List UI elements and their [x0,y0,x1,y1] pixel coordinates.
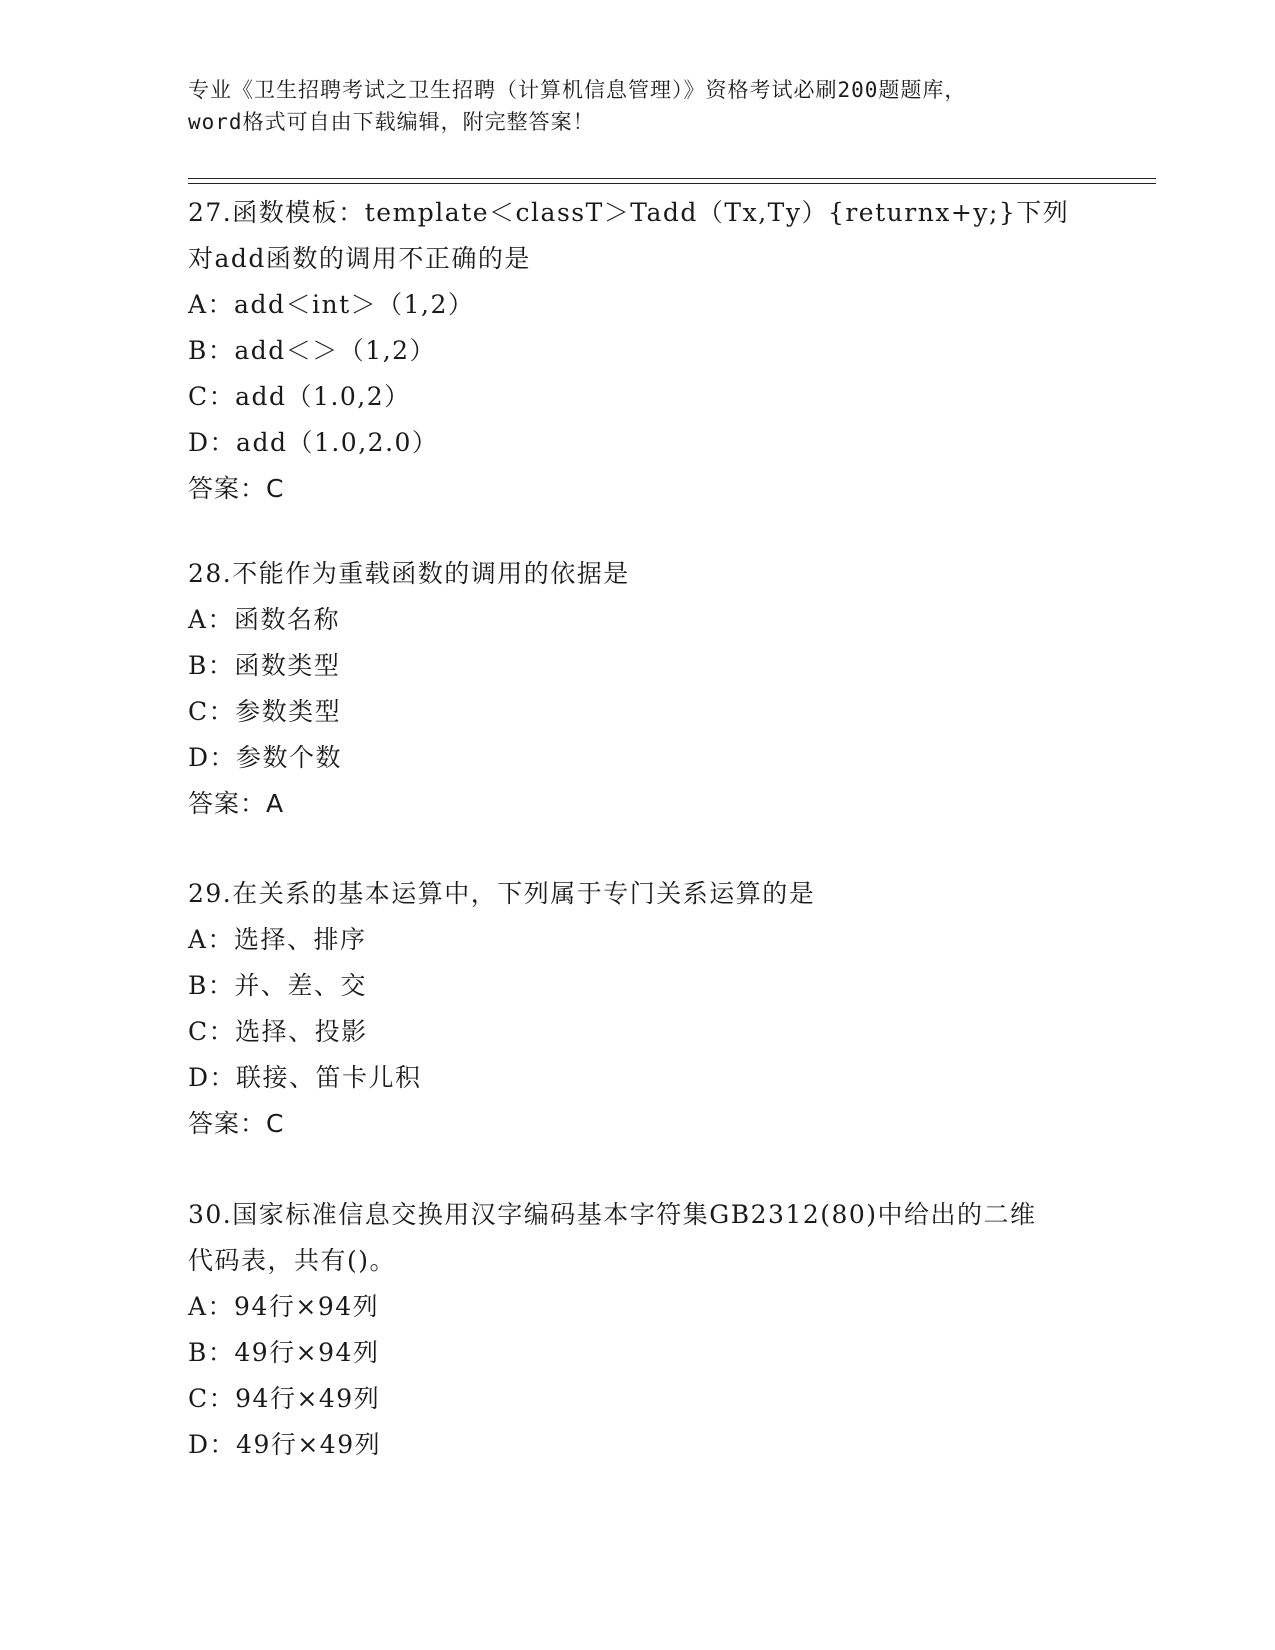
option-d: D：add（1.0,2.0） [188,428,439,457]
option-a: A：94行×94列 [188,1292,380,1321]
option-c: C：参数类型 [188,697,342,726]
question-28 [188,551,1088,827]
header-divider-top [188,178,1156,179]
question-27 [188,190,1088,512]
option-d: D：参数个数 [188,743,343,772]
question-stem-continued: 对add函数的调用不正确的是 [188,244,531,273]
header-title-line-2: word格式可自由下载编辑，附完整答案！ [188,110,595,134]
option-a: A：函数名称 [188,605,341,634]
answer-line: 答案：C [188,1109,285,1138]
option-c: C：add（1.0,2） [188,382,411,411]
option-b: B：函数类型 [188,651,341,680]
option-c: C：选择、投影 [188,1017,368,1046]
option-b: B：并、差、交 [188,971,367,1000]
option-b: B：49行×94列 [188,1338,380,1367]
question-stem: 28.不能作为重载函数的调用的依据是 [188,559,630,588]
header-divider-bottom [188,183,1156,184]
header-title-line-1: 专业《卫生招聘考试之卫生招聘（计算机信息管理）》资格考试必刷200题题库， [188,78,967,102]
answer-line: 答案：C [188,474,285,503]
option-a: A：add＜int＞（1,2） [188,290,475,319]
question-30 [188,1192,1088,1468]
question-stem-continued: 代码表，共有()。 [188,1246,397,1275]
option-b: B：add＜＞（1,2） [188,336,437,365]
question-stem: 27.函数模板：template＜classT＞Tadd（Tx,Ty）{returnx+y;}下列 [188,198,1070,227]
question-stem: 30.国家标准信息交换用汉字编码基本字符集GB2312(80)中给出的二维 [188,1200,1037,1229]
option-c: C：94行×49列 [188,1384,381,1413]
option-a: A：选择、排序 [188,925,367,954]
question-stem: 29.在关系的基本运算中，下列属于专门关系运算的是 [188,879,816,908]
option-d: D：49行×49列 [188,1430,382,1459]
answer-line: 答案：A [188,789,285,818]
document-header [188,74,1088,138]
question-29 [188,871,1088,1147]
option-d: D：联接、笛卡儿积 [188,1063,422,1092]
